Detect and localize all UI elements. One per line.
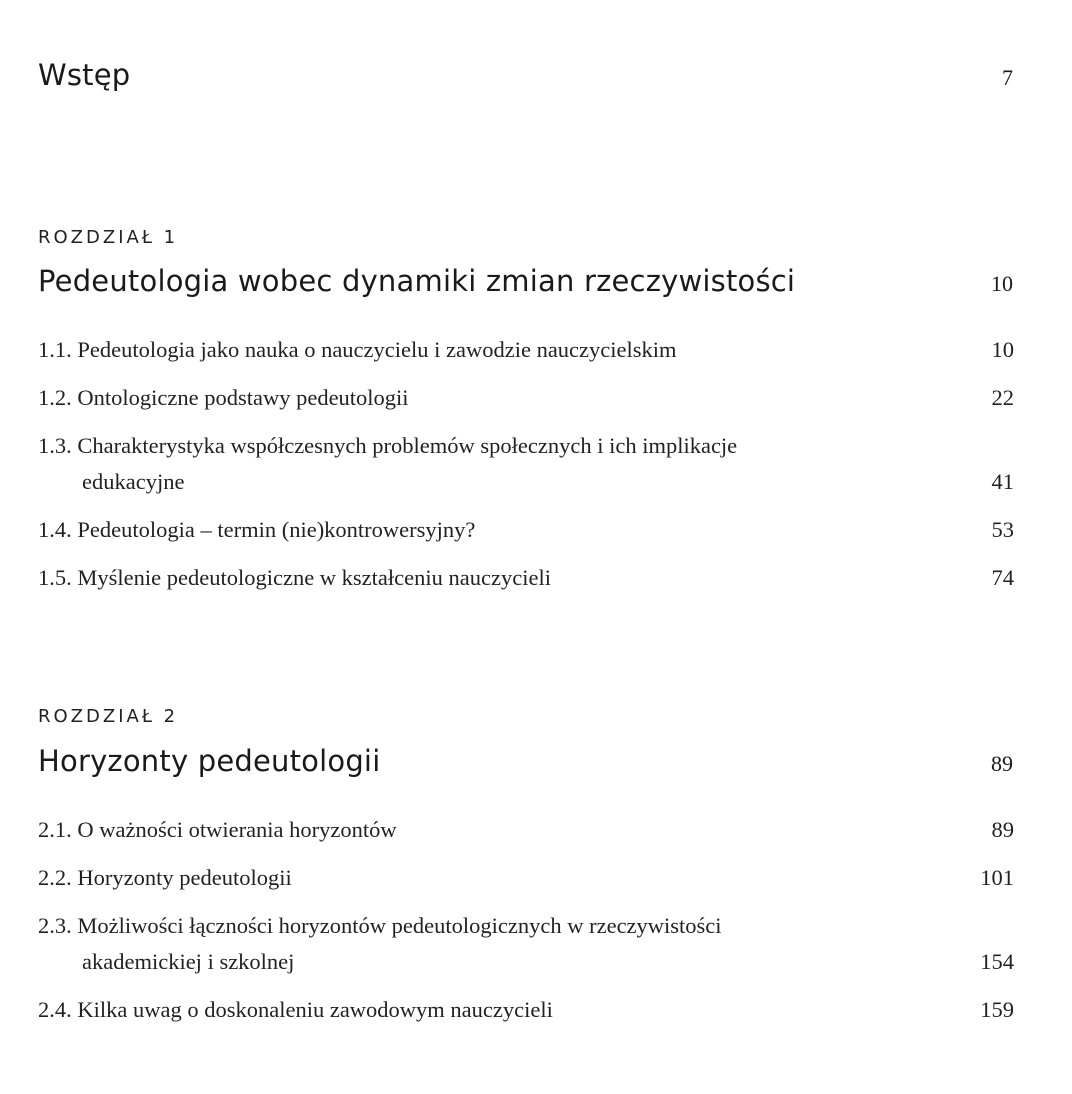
chapter-2-label: ROZDZIAŁ 2 [38,706,179,727]
section-page: 89 [991,817,1014,842]
section-title: Możliwości łączności horyzontów pedeutologicznych w rzeczywistości [77,913,722,938]
section-title: Myślenie pedeutologiczne w kształceniu nauczycieli [77,565,551,590]
section-2-1[interactable] [38,812,1016,848]
section-title: Charakterystyka współczesnych problemów społecznych i ich implikacje [77,433,738,458]
section-1-1[interactable] [38,332,1016,368]
section-title: Pedeutologia jako nauka o nauczycielu i zawodzie nauczycielskim [77,337,677,362]
section-number: 1.4. [38,517,72,542]
section-page: 41 [991,469,1014,494]
section-page: 159 [980,997,1014,1022]
chapter-1-title: Pedeutologia wobec dynamiki zmian rzeczywistości [38,264,796,298]
section-number: 1.5. [38,565,72,590]
section-page: 154 [980,949,1014,974]
section-2-2[interactable] [38,860,1016,896]
intro-page: 7 [1002,65,1013,90]
section-title-continuation: edukacyjne [82,469,185,494]
toc-intro[interactable] [38,58,1016,92]
chapter-1-heading[interactable] [38,264,1016,298]
section-title-continuation: akademickiej i szkolnej [82,949,295,974]
intro-title: Wstęp [38,58,131,92]
section-number: 1.1. [38,337,72,362]
chapter-2-heading[interactable] [38,744,1016,778]
section-title: O ważności otwierania horyzontów [77,817,397,842]
section-number: 2.4. [38,997,72,1022]
section-number: 2.2. [38,865,72,890]
section-page: 22 [991,385,1014,410]
chapter-2-title: Horyzonty pedeutologii [38,744,381,778]
section-number: 1.2. [38,385,72,410]
section-2-3[interactable] [38,908,1016,980]
chapter-1-label: ROZDZIAŁ 1 [38,227,179,248]
section-number: 2.1. [38,817,72,842]
chapter-2-page: 89 [991,751,1013,776]
section-1-5[interactable] [38,560,1016,596]
section-page: 101 [980,865,1014,890]
section-1-3[interactable] [38,428,1016,500]
section-title: Kilka uwag o doskonaleniu zawodowym nauczycieli [77,997,553,1022]
section-page: 53 [991,517,1014,542]
section-title: Pedeutologia – termin (nie)kontrowersyjny? [77,517,476,542]
section-number: 1.3. [38,433,72,458]
section-1-4[interactable] [38,512,1016,548]
section-title: Ontologiczne podstawy pedeutologii [77,385,409,410]
section-number: 2.3. [38,913,72,938]
section-page: 10 [991,337,1014,362]
section-page: 74 [991,565,1014,590]
section-title: Horyzonty pedeutologii [77,865,292,890]
section-2-4[interactable] [38,992,1016,1028]
chapter-1-page: 10 [991,271,1013,296]
section-1-2[interactable] [38,380,1016,416]
